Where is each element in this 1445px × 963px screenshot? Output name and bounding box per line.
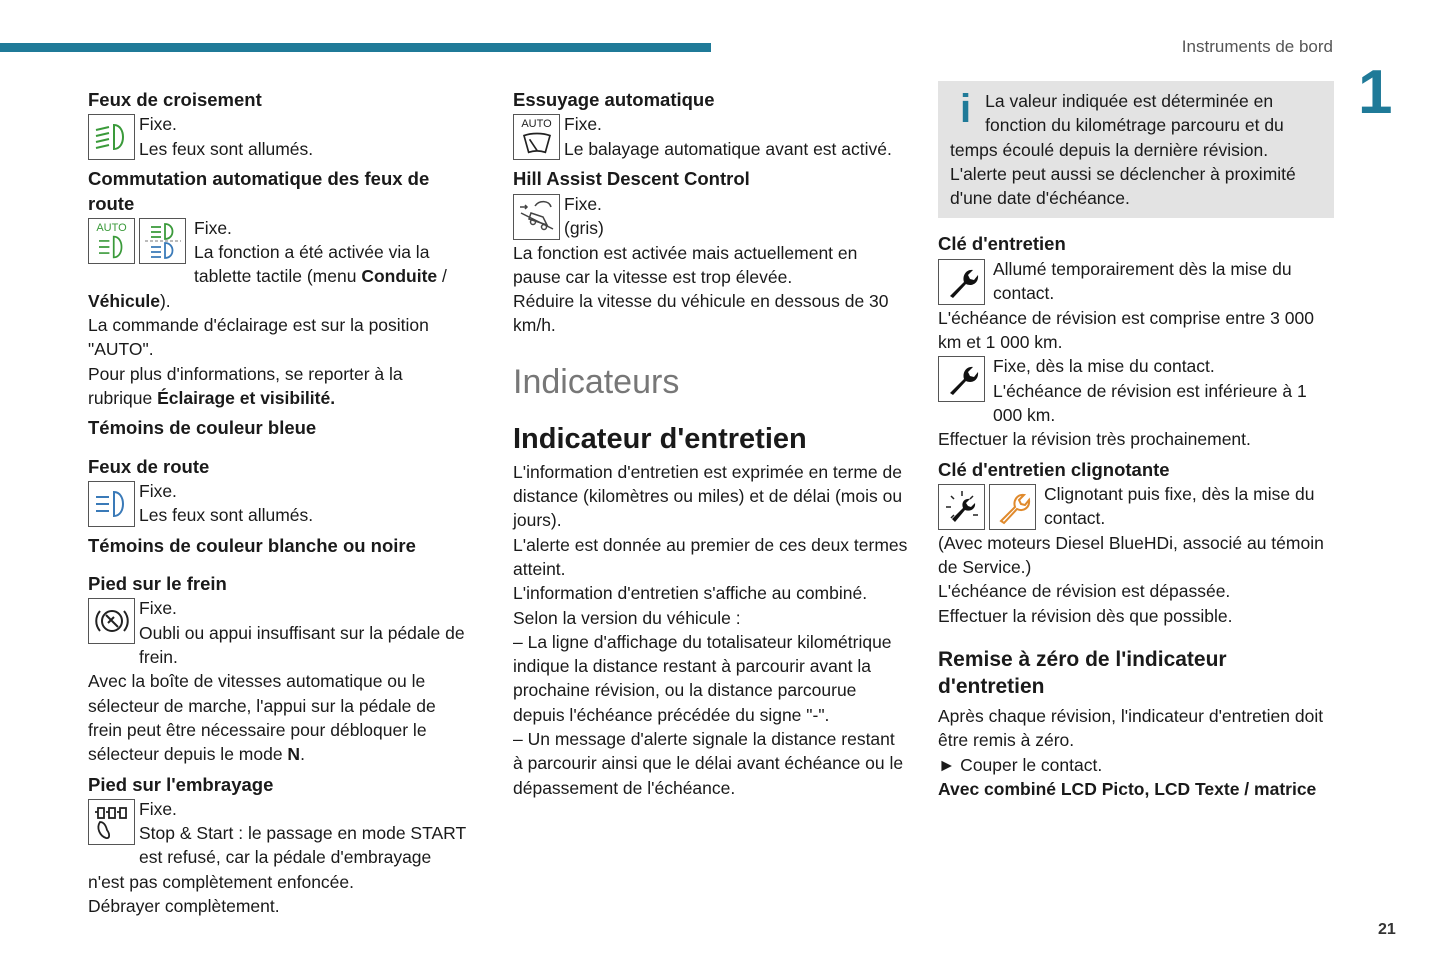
block-cle-2 [938, 354, 1334, 427]
state-text: Fixe. [564, 114, 602, 135]
desc-text: La fonction a été activée via la [194, 242, 430, 263]
heading-commutation: Commutation automatique des feux de route [88, 168, 430, 214]
chapter-number: 1 [1358, 58, 1393, 127]
header-accent-bar [0, 43, 711, 52]
state-text: Fixe. [139, 114, 177, 135]
paragraph-3: L'information d'entretien s'affiche au combiné. [513, 583, 868, 604]
state-text: Fixe. [139, 598, 177, 619]
state-text: Fixe. [139, 798, 177, 819]
column-1 [88, 88, 468, 918]
desc-menu-line: tablette tactile (menu Conduite / Véhicule). [88, 266, 447, 311]
block-hill-assist [513, 192, 908, 241]
heading-remise-zero: Remise à zéro de l'indicateur d'entretien [938, 648, 1227, 699]
state-text: Clignotant puis fixe, dès la mise du contact. [1044, 483, 1315, 529]
desc-text: Les feux sont allumés. [139, 505, 314, 526]
paragraph-2: L'alerte est donnée au premier de ces deux termes atteint. [513, 534, 908, 579]
high-beam-icon [88, 481, 135, 527]
desc-text: Les feux sont allumés. [139, 138, 314, 159]
block-feux-route [88, 479, 468, 528]
auto-wiper-icon [513, 114, 560, 160]
desc-text: (Avec moteurs Diesel BlueHDi, associé au témoin de Service.) [938, 532, 1324, 578]
wrench-icon [938, 259, 985, 305]
desc-reference: Pour plus d'informations, se reporter à la rubrique Éclairage et visibilité. [88, 363, 403, 408]
desc-text: L'échéance de révision est comprise entre 3 000 km et 1 000 km. [938, 307, 1314, 353]
foot-on-brake-icon [88, 598, 135, 644]
block-essuyage [513, 112, 908, 161]
block-commutation [88, 216, 468, 313]
heading-pied-embrayage: Pied sur l'embrayage [88, 773, 274, 795]
auto-label: AUTO [521, 118, 552, 131]
subheading-lcd: Avec combiné LCD Picto, LCD Texte / matrice [938, 778, 1317, 799]
desc-automatic: Avec la boîte de vitesses automatique ou le sélecteur de marche, l'appui sur la pédale de frein peut être nécessaire pour débloquer le sélecteur depuis le mode N. [88, 671, 436, 765]
flashing-wrench-icon [938, 484, 985, 530]
list-item: – La ligne d'affichage du totalisateur kilométrique indique la distance restant à parcourir avant la prochaine révision, ou la distance parcourue depuis l'échéance précédée du signe "-". [513, 631, 892, 725]
heading-temoins-blanche: Témoins de couleur blanche ou noire [88, 534, 416, 556]
desc-text: L'échéance de révision est dépassée. [938, 581, 1231, 602]
info-text: La valeur indiquée est déterminée en fonction du kilométrage parcouru et du temps écoulé depuis la dernière révision. L'alerte peut aussi se déclencher à proximité d'une date d'échéance. [950, 91, 1296, 209]
orange-wrench-icon [989, 484, 1036, 530]
desc-position: La commande d'éclairage est sur la position "AUTO". [88, 315, 429, 360]
block-cle-clignotante [938, 482, 1334, 531]
step-text: ► Couper le contact. [938, 754, 1103, 775]
block-feux-croisement [88, 112, 468, 161]
dipped-beam-icon [88, 114, 135, 160]
block-pied-frein [88, 596, 468, 669]
list-item: – Un message d'alerte signale la distance restant à parcourir ainsi que le délai avant échéance ou le dépassement de l'échéance. [513, 729, 904, 798]
paragraph-4: Selon la version du véhicule : [513, 607, 741, 628]
heading-temoins-bleue: Témoins de couleur bleue [88, 417, 317, 439]
heading-essuyage: Essuyage automatique [513, 89, 715, 110]
state-text: Fixe. [194, 217, 232, 238]
block-cle-1 [938, 257, 1334, 306]
action-text: Effectuer la révision très prochainement. [938, 429, 1251, 450]
wrench-icon [938, 356, 985, 402]
heading-hill-assist: Hill Assist Descent Control [513, 168, 750, 190]
auto-high-beam-mixed-icon [139, 218, 186, 264]
paragraph-1: Après chaque révision, l'indicateur d'entretien doit être remis à zéro. [938, 706, 1324, 751]
heading-pied-frein: Pied sur le frein [88, 573, 227, 595]
heading-indicateurs: Indicateurs [513, 362, 680, 401]
desc-text: L'échéance de révision est inférieure à 1 000 km. [993, 380, 1307, 425]
desc-text: Stop & Start : le passage en mode START est refusé, car la pédale d'embrayage n'est pas complètement enfoncée. [88, 823, 466, 892]
heading-cle-clignotante: Clé d'entretien clignotante [938, 458, 1170, 480]
paragraph-1: L'information d'entretien est exprimée en terme de distance (kilomètres ou miles) et de délai (mois ou jours). [513, 461, 903, 531]
column-2 [513, 88, 908, 800]
action-text: Débrayer complètement. [88, 896, 280, 917]
desc-text: Le balayage automatique avant est activé. [564, 138, 892, 159]
block-pied-embrayage [88, 797, 468, 894]
state-text: Fixe, dès la mise du contact. [993, 356, 1215, 377]
desc-text: Oubli ou appui insuffisant sur la pédale de frein. [139, 622, 465, 668]
heading-feux-route: Feux de route [88, 455, 210, 477]
action-text: Effectuer la révision dès que possible. [938, 605, 1233, 626]
state-text: Allumé temporairement dès la mise du contact. [993, 258, 1292, 304]
state-text: Fixe. [139, 480, 177, 501]
foot-on-clutch-icon [88, 799, 135, 845]
column-3 [938, 88, 1334, 801]
info-box [938, 81, 1334, 218]
auto-high-beam-icon [88, 218, 135, 264]
action-text: Réduire la vitesse du véhicule en dessous de 30 km/h. [513, 291, 889, 336]
desc-text: La fonction est activée mais actuellement en pause car la vitesse est trop élevée. [513, 242, 858, 287]
heading-indicateur-entretien: Indicateur d'entretien [513, 422, 807, 455]
section-title: Instruments de bord [1181, 37, 1333, 56]
state-color-text: (gris) [564, 217, 604, 238]
info-icon: i [960, 87, 972, 131]
auto-label: AUTO [96, 221, 127, 234]
state-text: Fixe. [564, 193, 602, 214]
hill-descent-icon [513, 194, 560, 240]
heading-cle-entretien: Clé d'entretien [938, 233, 1066, 255]
heading-feux-croisement: Feux de croisement [88, 89, 262, 110]
page-number: 21 [1378, 921, 1396, 938]
